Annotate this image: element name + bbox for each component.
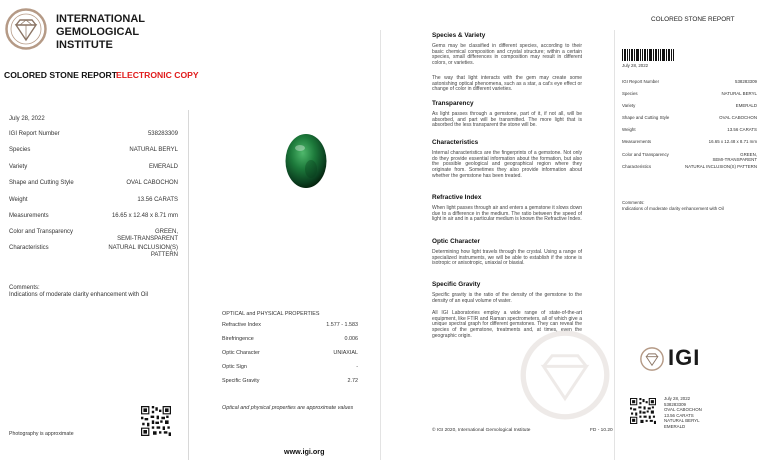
report-number-label: IGI Report Number xyxy=(9,131,60,137)
section-title-transparency: Transparency xyxy=(432,100,474,107)
optical-title: OPTICAL and PHYSICAL PROPERTIES xyxy=(222,311,320,317)
color-transparency-label: Color and Transparency xyxy=(9,229,74,235)
variety-label: Variety xyxy=(9,164,28,170)
section-text-specific-gravity-1: Specific gravity is the ratio of the density of the gemstone to the density of an equal volume of water. xyxy=(432,292,582,304)
section-text-optic-character: Determining how light travels through the crystal. Using a range of specialized instruments, we will be able to establish if the stone is isotropic or anisotropic, uniaxial or biaxial. xyxy=(432,249,582,267)
org-name-line-3: INSTITUTE xyxy=(56,39,113,51)
emerald-stone-image xyxy=(284,132,328,190)
panel-divider-3 xyxy=(614,30,615,460)
section-text-species-variety-2: The way that light interacts with the gem may create some astonishing optical phenomena, such as a star, a cat's eye effect or change of color in different varieties. xyxy=(432,75,582,93)
stub-color-label: Color and Transparency xyxy=(622,152,669,157)
photo-note: Photography is approximate xyxy=(9,431,74,437)
barcode xyxy=(622,48,674,60)
specific-gravity-label: Specific Gravity xyxy=(222,378,260,384)
weight-value: 13.56 CARATS xyxy=(137,197,178,203)
section-text-transparency: As light passes through a gemstone, part of it, if not all, will be absorbed, and part will be transmitted. The more light that is absorbed the less transparent the stone will be. xyxy=(432,111,582,129)
stub-shape-value: OVAL CABOCHON xyxy=(719,115,757,120)
stub-date: July 28, 2022 xyxy=(622,63,649,68)
emerald-photo xyxy=(284,132,328,190)
section-text-species-variety-1: Gems may be classified in different species, according to their basic chemical composition and crystal structure; within a certain species, small differences in composition may result in different colors, or varieties. xyxy=(432,43,582,67)
refractive-index-value: 1.577 - 1.583 xyxy=(326,322,358,328)
qr-code-icon xyxy=(141,406,171,436)
stub-mini-shape: OVAL CABOCHON xyxy=(664,407,702,413)
stub-comments-text: Indications of moderate clarity enhancement with Oil xyxy=(622,206,724,211)
report-number-value: 538283309 xyxy=(147,131,178,137)
org-name-line-2: GEMOLOGICAL xyxy=(56,26,140,38)
characteristics-value-line-1: NATURAL INCLUSION(S) xyxy=(108,245,178,251)
stub-mini-weight: 13.56 CARATS xyxy=(664,412,694,418)
weight-label: Weight xyxy=(9,197,28,203)
website-url: www.igi.org xyxy=(284,447,325,456)
stub-shape-label: Shape and Cutting Style xyxy=(622,115,670,120)
stub-report-number-label: IGI Report Number xyxy=(622,79,660,84)
stub-comments-label: Comments: xyxy=(622,200,645,205)
stub-mini-summary xyxy=(664,396,702,430)
optic-character-value: UNIAXIAL xyxy=(333,350,358,356)
qr-code xyxy=(141,406,171,436)
barcode-icon xyxy=(622,49,674,61)
watermark-seal-icon xyxy=(520,330,610,420)
optic-sign-value: - xyxy=(356,364,358,370)
refractive-index-label: Refractive Index xyxy=(222,322,261,328)
panel-divider-1 xyxy=(188,110,189,460)
stub-mini-number: 538283309 xyxy=(664,401,686,407)
section-text-characteristics: Internal characteristics are the fingerprints of a gemstone. Not only do they provide essential information about the formation, but also the possible geological and geographical region where they originate from. Sometimes they also provide information about whether the gemstone has been treated. xyxy=(432,150,582,179)
color-value-line-1: GREEN, xyxy=(154,229,178,235)
igi-seal-icon xyxy=(5,8,47,50)
optical-note: Optical and physical properties are approximate values xyxy=(222,405,354,411)
characteristics-value-line-2: PATTERN xyxy=(150,252,178,258)
form-code: FD - 10.20 xyxy=(590,428,613,433)
org-name-line-1: INTERNATIONAL xyxy=(56,13,146,25)
comments-label: Comments: xyxy=(9,285,40,291)
stub-species-value: NATURAL BERYL xyxy=(721,91,757,96)
section-title-optic-character: Optic Character xyxy=(432,238,480,245)
species-label: Species xyxy=(9,147,31,153)
electronic-copy-label: ELECTRONIC COPY xyxy=(116,70,199,80)
stub-characteristics-label: Characteristics xyxy=(622,164,652,169)
section-title-refractive-index: Refractive Index xyxy=(432,194,482,201)
stub-color-value-line-1: GREEN, xyxy=(740,152,757,157)
stub-measurements-label: Measurements xyxy=(622,139,652,144)
shape-label: Shape and Cutting Style xyxy=(9,180,74,186)
stub-characteristics-value: NATURAL INCLUSION(S) PATTERN xyxy=(684,164,757,169)
copyright-text: © IGI 2020, International Gemological Institute xyxy=(432,428,531,433)
stub-report-number-value: 538283309 xyxy=(735,79,757,84)
shape-value: OVAL CABOCHON xyxy=(126,180,178,186)
stub-color-value-line-2: SEMI-TRANSPARENT xyxy=(712,157,757,162)
org-name xyxy=(56,13,145,52)
report-date: July 28, 2022 xyxy=(9,116,45,122)
stub-qr-code-icon xyxy=(630,398,656,424)
stub-species-label: Species xyxy=(622,91,638,96)
stub-mini-date: July 28, 2022 xyxy=(664,396,691,401)
section-text-refractive-index: When light passes through air and enters a gemstone it slows down due to a difference in the medium. The ratio between the speed of light in air and in a particular medium is known the Refractive Index. xyxy=(432,205,582,223)
specific-gravity-value: 2.72 xyxy=(347,378,358,384)
species-value: NATURAL BERYL xyxy=(129,147,178,153)
variety-value: EMERALD xyxy=(148,164,178,170)
stub-variety-label: Variety xyxy=(622,103,636,108)
stub-measurements-value: 16.65 x 12.48 x 8.71 mm xyxy=(708,139,757,144)
section-title-characteristics: Characteristics xyxy=(432,139,479,146)
stub-mini-variety: EMERALD xyxy=(664,423,686,429)
section-text-specific-gravity-2: All IGI Laboratories employ a wide range of state-of-the-art equipment, like FTIR and Raman spectrometers, all of which give a unique spectral graph for different gemstones. They can reveal the species of the gemstone, treatments and, at times, even the geographic origin. xyxy=(432,310,582,339)
stub-logo-text: IGI xyxy=(668,345,701,370)
optic-sign-label: Optic Sign xyxy=(222,364,247,370)
optic-character-label: Optic Character xyxy=(222,350,260,356)
birefringence-value: 0.006 xyxy=(344,336,358,342)
panel-divider-2 xyxy=(380,30,381,460)
stub-weight-value: 13.56 CARATS xyxy=(727,127,757,132)
stub-mini-species: NATURAL BERYL xyxy=(664,418,700,424)
stub-igi-seal-icon xyxy=(640,347,664,371)
stub-igi-logo xyxy=(640,347,664,371)
characteristics-label: Characteristics xyxy=(9,245,49,251)
birefringence-label: Birefringence xyxy=(222,336,254,342)
section-title-specific-gravity: Specific Gravity xyxy=(432,281,481,288)
stub-qr-code xyxy=(630,398,656,424)
report-title: COLORED STONE REPORT xyxy=(4,70,118,80)
stub-title: COLORED STONE REPORT xyxy=(651,16,735,23)
watermark-seal xyxy=(520,330,610,420)
section-title-species-variety: Species & Variety xyxy=(432,32,486,39)
color-value-line-2: SEMI-TRANSPARENT xyxy=(117,236,178,242)
stub-variety-value: EMERALD xyxy=(735,103,757,108)
stub-weight-label: Weight xyxy=(622,127,636,132)
measurements-label: Measurements xyxy=(9,213,49,219)
comments-text: Indications of moderate clarity enhancement with Oil xyxy=(9,292,149,298)
measurements-value: 16.65 x 12.48 x 8.71 mm xyxy=(111,213,178,219)
igi-logo xyxy=(5,8,47,50)
